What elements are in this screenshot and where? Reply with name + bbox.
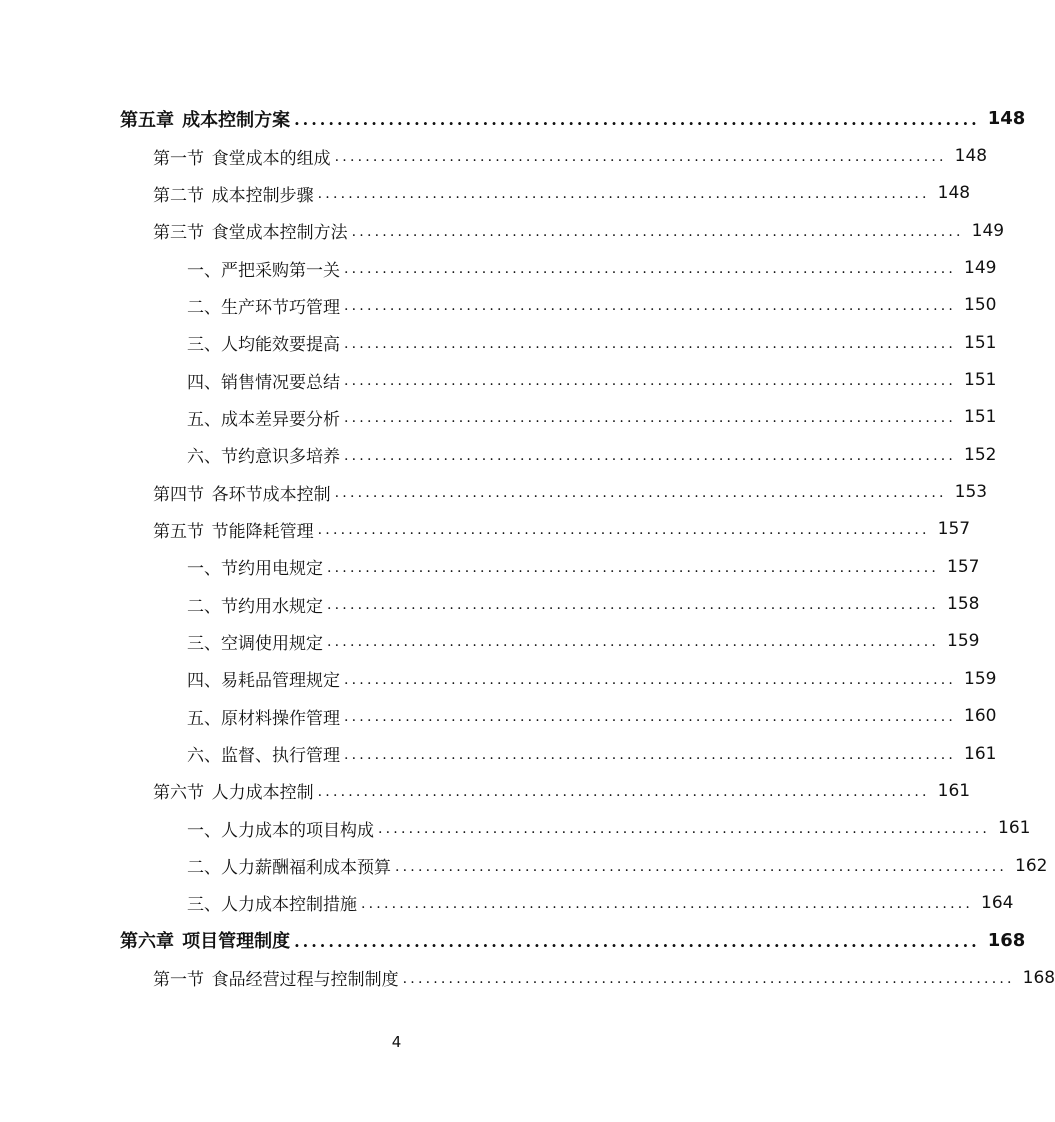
toc-entry-prefix: 第二节	[153, 185, 204, 206]
toc-entry-prefix: 第一节	[153, 148, 204, 169]
toc-entry[interactable]	[0, 623, 980, 660]
toc-dot-leader: ................................................................................	[378, 821, 991, 838]
toc-entry-prefix: 第三节	[153, 223, 204, 244]
toc-entry-page: 152	[964, 444, 997, 465]
toc-entry-title: 各环节成本控制	[211, 484, 331, 505]
toc-entry-title: 四、销售情况要总结	[187, 372, 340, 393]
toc-dot-leader: ................................................................................	[317, 783, 930, 800]
toc-entry[interactable]	[0, 212, 1005, 249]
toc-entry[interactable]	[0, 249, 997, 286]
toc-entry-page: 157	[947, 556, 980, 577]
toc-entry-page: 161	[937, 780, 971, 801]
toc-entry-page: 159	[964, 668, 997, 689]
toc-dot-leader: ................................................................................	[344, 410, 957, 427]
toc-entry[interactable]	[0, 100, 1026, 137]
toc-entry-page: 149	[971, 220, 1005, 241]
toc-dot-leader: ................................................................................	[327, 634, 940, 651]
toc-entry-page: 162	[1015, 855, 1048, 876]
toc-entry-label	[187, 293, 340, 318]
toc-dot-leader: ................................................................................	[317, 522, 930, 539]
toc-entry-page: 153	[954, 482, 988, 503]
toc-entry[interactable]	[0, 511, 971, 548]
toc-entry-label	[153, 517, 314, 542]
toc-entry-page: 151	[964, 370, 997, 391]
toc-entry[interactable]	[0, 772, 971, 809]
toc-entry-page: 149	[964, 258, 997, 279]
toc-entry[interactable]	[0, 698, 997, 735]
toc-entry-label	[187, 592, 323, 617]
toc-dot-leader: ................................................................................	[351, 223, 964, 240]
toc-entry-prefix: 第一节	[153, 970, 204, 991]
toc-entry-title: 五、原材料操作管理	[187, 708, 340, 729]
toc-dot-leader: ................................................................................	[344, 447, 957, 464]
toc-entry-page: 151	[964, 332, 997, 353]
toc-entry-page: 159	[947, 631, 980, 652]
toc-entry[interactable]	[0, 361, 997, 398]
toc-entry-page: 168	[1022, 967, 1055, 988]
toc-entry-page: 157	[937, 519, 971, 540]
toc-entry-title: 六、监督、执行管理	[187, 746, 340, 767]
toc-dot-leader: ................................................................................	[361, 895, 974, 912]
toc-entry-title: 一、节约用电规定	[187, 559, 323, 580]
toc-dot-leader: ................................................................................	[334, 485, 947, 502]
toc-entry-page: 160	[964, 706, 997, 727]
toc-entry-label	[187, 816, 374, 841]
toc-dot-leader: ................................................................................	[402, 970, 1015, 987]
toc-dot-leader: ................................................................................	[317, 186, 930, 203]
toc-dot-leader: ................................................................................	[344, 373, 957, 390]
toc-entry[interactable]	[0, 810, 1031, 847]
toc-entry-label	[187, 368, 340, 393]
toc-entry-label	[187, 442, 340, 467]
toc-entry-label	[153, 218, 348, 243]
toc-entry[interactable]	[0, 735, 997, 772]
toc-entry-title: 四、易耗品管理规定	[187, 671, 340, 692]
toc-dot-leader: ................................................................................	[395, 858, 1008, 875]
toc-entry-prefix: 第五章	[120, 109, 174, 131]
toc-entry-label	[153, 144, 331, 169]
toc-entry[interactable]	[0, 847, 1048, 884]
toc-dot-leader: ................................................................................	[327, 597, 940, 614]
toc-entry-label	[187, 666, 340, 691]
toc-entry-title: 六、节约意识多培养	[187, 447, 340, 468]
toc-entry-page: 150	[964, 295, 997, 316]
toc-entry-title: 一、人力成本的项目构成	[187, 820, 374, 841]
toc-dot-leader: ................................................................................	[294, 110, 980, 130]
toc-entry-title: 食堂成本控制方法	[211, 223, 348, 244]
toc-entry-page: 148	[937, 183, 971, 204]
toc-entry[interactable]	[0, 175, 971, 212]
toc-entry-prefix: 第六节	[153, 783, 204, 804]
toc-entry-title: 人力成本控制	[211, 783, 314, 804]
toc-dot-leader: ................................................................................	[294, 931, 980, 951]
toc-entry[interactable]	[0, 399, 997, 436]
toc-entry-title: 成本控制方案	[182, 109, 291, 131]
toc-entry-label	[153, 965, 399, 990]
toc-entry-title: 三、人均能效要提高	[187, 335, 340, 356]
toc-entry[interactable]	[0, 473, 988, 510]
toc-entry-prefix: 第四节	[153, 484, 204, 505]
toc-entry-prefix: 第六章	[120, 931, 174, 953]
toc-entry-prefix: 第五节	[153, 521, 204, 542]
toc-dot-leader: ................................................................................	[344, 709, 957, 726]
toc-entry[interactable]	[0, 884, 1014, 921]
toc-entry-label	[187, 704, 340, 729]
toc-entry-label	[187, 330, 340, 355]
toc-entry-title: 节能降耗管理	[211, 521, 314, 542]
toc-entry-label	[153, 181, 314, 206]
toc-dot-leader: ................................................................................	[327, 559, 940, 576]
toc-entry[interactable]	[0, 548, 980, 585]
toc-entry-label	[153, 778, 314, 803]
toc-entry-title: 食堂成本的组成	[211, 148, 331, 169]
toc-entry[interactable]	[0, 137, 988, 174]
toc-dot-leader: ................................................................................	[344, 746, 957, 763]
toc-entry-label	[187, 554, 323, 579]
toc-entry[interactable]	[0, 436, 997, 473]
toc-entry-title: 食品经营过程与控制制度	[211, 970, 399, 991]
toc-entry-page: 151	[964, 407, 997, 428]
toc-entry-label	[120, 927, 290, 953]
toc-entry-title: 一、严把采购第一关	[187, 260, 340, 281]
toc-entry-page: 168	[987, 929, 1026, 951]
toc-entry-title: 五、成本差异要分析	[187, 409, 340, 430]
toc-entry-title: 二、节约用水规定	[187, 596, 323, 617]
page-number: 4	[391, 1033, 402, 1051]
toc-entry-label	[187, 853, 391, 878]
toc-entry-title: 项目管理制度	[182, 931, 291, 953]
toc-entry-label	[153, 480, 331, 505]
toc-entry-page: 161	[964, 743, 997, 764]
toc-entry[interactable]	[0, 959, 1055, 996]
toc-entry-label	[187, 890, 357, 915]
table-of-contents	[0, 100, 1055, 996]
toc-entry-label	[120, 106, 290, 132]
toc-entry-page: 148	[954, 146, 988, 167]
toc-entry-page: 158	[947, 594, 980, 615]
toc-entry[interactable]	[0, 922, 1026, 959]
toc-entry-label	[187, 405, 340, 430]
toc-entry-title: 二、生产环节巧管理	[187, 297, 340, 318]
toc-entry[interactable]	[0, 287, 997, 324]
toc-entry-title: 二、人力薪酬福利成本预算	[187, 858, 391, 879]
toc-entry-title: 三、人力成本控制措施	[187, 895, 357, 916]
toc-dot-leader: ................................................................................	[344, 335, 957, 352]
toc-entry-title: 成本控制步骤	[211, 185, 314, 206]
toc-entry-label	[187, 629, 323, 654]
toc-entry-title: 三、空调使用规定	[187, 633, 323, 654]
toc-entry[interactable]	[0, 585, 980, 622]
toc-dot-leader: ................................................................................	[344, 261, 957, 278]
toc-entry[interactable]	[0, 324, 997, 361]
toc-dot-leader: ................................................................................	[334, 149, 947, 166]
toc-entry-page: 164	[981, 892, 1014, 913]
toc-dot-leader: ................................................................................	[344, 671, 957, 688]
toc-dot-leader: ................................................................................	[344, 298, 957, 315]
toc-entry-label	[187, 256, 340, 281]
toc-entry-label	[187, 741, 340, 766]
toc-entry-page: 161	[998, 818, 1031, 839]
toc-entry-page: 148	[987, 108, 1026, 130]
toc-entry[interactable]	[0, 660, 997, 697]
